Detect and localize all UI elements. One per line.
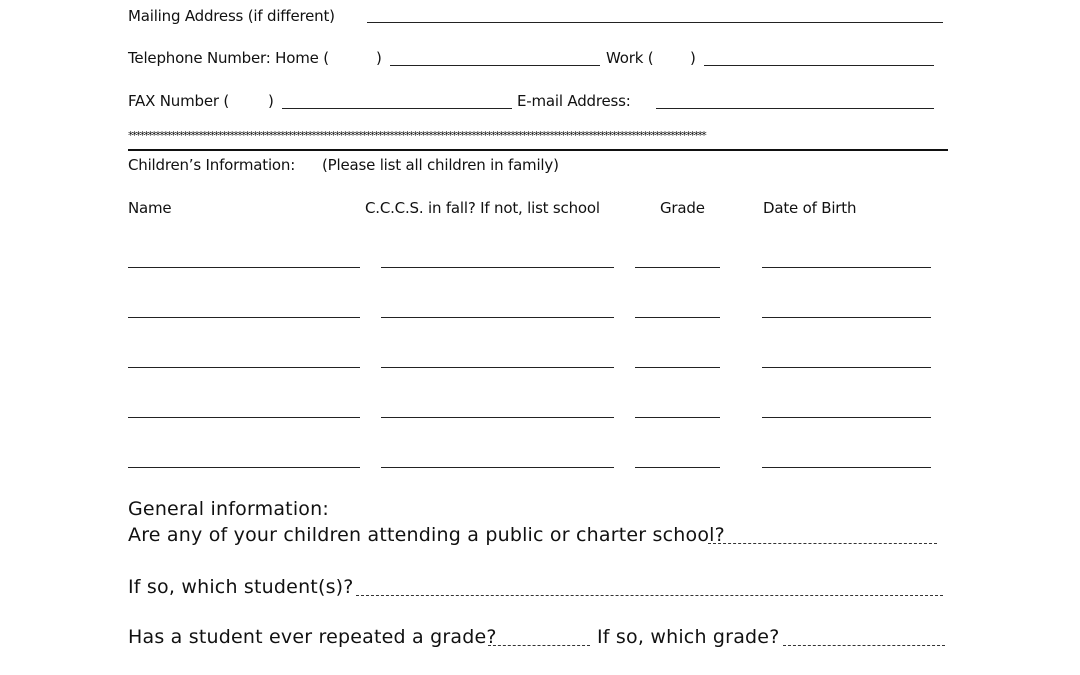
mailing-address-label: Mailing Address (if different) <box>128 7 335 25</box>
child-grade-field[interactable] <box>635 417 720 418</box>
child-name-field[interactable] <box>128 367 360 368</box>
column-header-name: Name <box>128 199 172 217</box>
child-dob-field[interactable] <box>762 267 931 268</box>
repeated-grade-answer-field[interactable] <box>488 645 590 646</box>
child-dob-field[interactable] <box>762 467 931 468</box>
public-school-answer-field[interactable] <box>708 543 937 544</box>
section-divider <box>128 149 948 151</box>
child-name-field[interactable] <box>128 267 360 268</box>
child-school-field[interactable] <box>381 367 614 368</box>
which-grade-question: If so, which grade? <box>597 626 780 648</box>
child-school-field[interactable] <box>381 317 614 318</box>
child-dob-field[interactable] <box>762 417 931 418</box>
child-dob-field[interactable] <box>762 367 931 368</box>
telephone-home-label: Telephone Number: Home ( <box>128 49 329 67</box>
asterisk-separator: **************************************************************************************************************************************************** <box>128 129 706 142</box>
child-grade-field[interactable] <box>635 367 720 368</box>
column-header-dob: Date of Birth <box>763 199 857 217</box>
column-header-school: C.C.C.S. in fall? If not, list school <box>365 199 600 217</box>
general-info-heading: General information: <box>128 498 329 520</box>
email-label: E-mail Address: <box>517 92 631 110</box>
child-dob-field[interactable] <box>762 317 931 318</box>
telephone-work-label: Work ( <box>606 49 654 67</box>
child-name-field[interactable] <box>128 467 360 468</box>
email-field[interactable] <box>656 108 934 109</box>
child-school-field[interactable] <box>381 267 614 268</box>
children-section-label: Children’s Information: <box>128 156 296 174</box>
telephone-home-field[interactable] <box>390 65 600 66</box>
repeated-grade-question: Has a student ever repeated a grade? <box>128 626 497 648</box>
fax-label: FAX Number ( <box>128 92 230 110</box>
child-name-field[interactable] <box>128 417 360 418</box>
telephone-work-field[interactable] <box>704 65 934 66</box>
child-school-field[interactable] <box>381 417 614 418</box>
children-section-note: (Please list all children in family) <box>322 156 559 174</box>
column-header-grade: Grade <box>660 199 705 217</box>
child-school-field[interactable] <box>381 467 614 468</box>
which-grade-answer-field[interactable] <box>783 645 945 646</box>
fax-paren-close: ) <box>268 92 274 110</box>
child-grade-field[interactable] <box>635 317 720 318</box>
child-grade-field[interactable] <box>635 267 720 268</box>
child-name-field[interactable] <box>128 317 360 318</box>
telephone-work-paren-close: ) <box>690 49 696 67</box>
telephone-home-paren-close: ) <box>376 49 382 67</box>
child-grade-field[interactable] <box>635 467 720 468</box>
fax-field[interactable] <box>282 108 512 109</box>
public-school-question: Are any of your children attending a public or charter school? <box>128 524 725 546</box>
which-students-answer-field[interactable] <box>356 595 943 596</box>
which-students-question: If so, which student(s)? <box>128 576 354 598</box>
mailing-address-field[interactable] <box>367 22 943 23</box>
